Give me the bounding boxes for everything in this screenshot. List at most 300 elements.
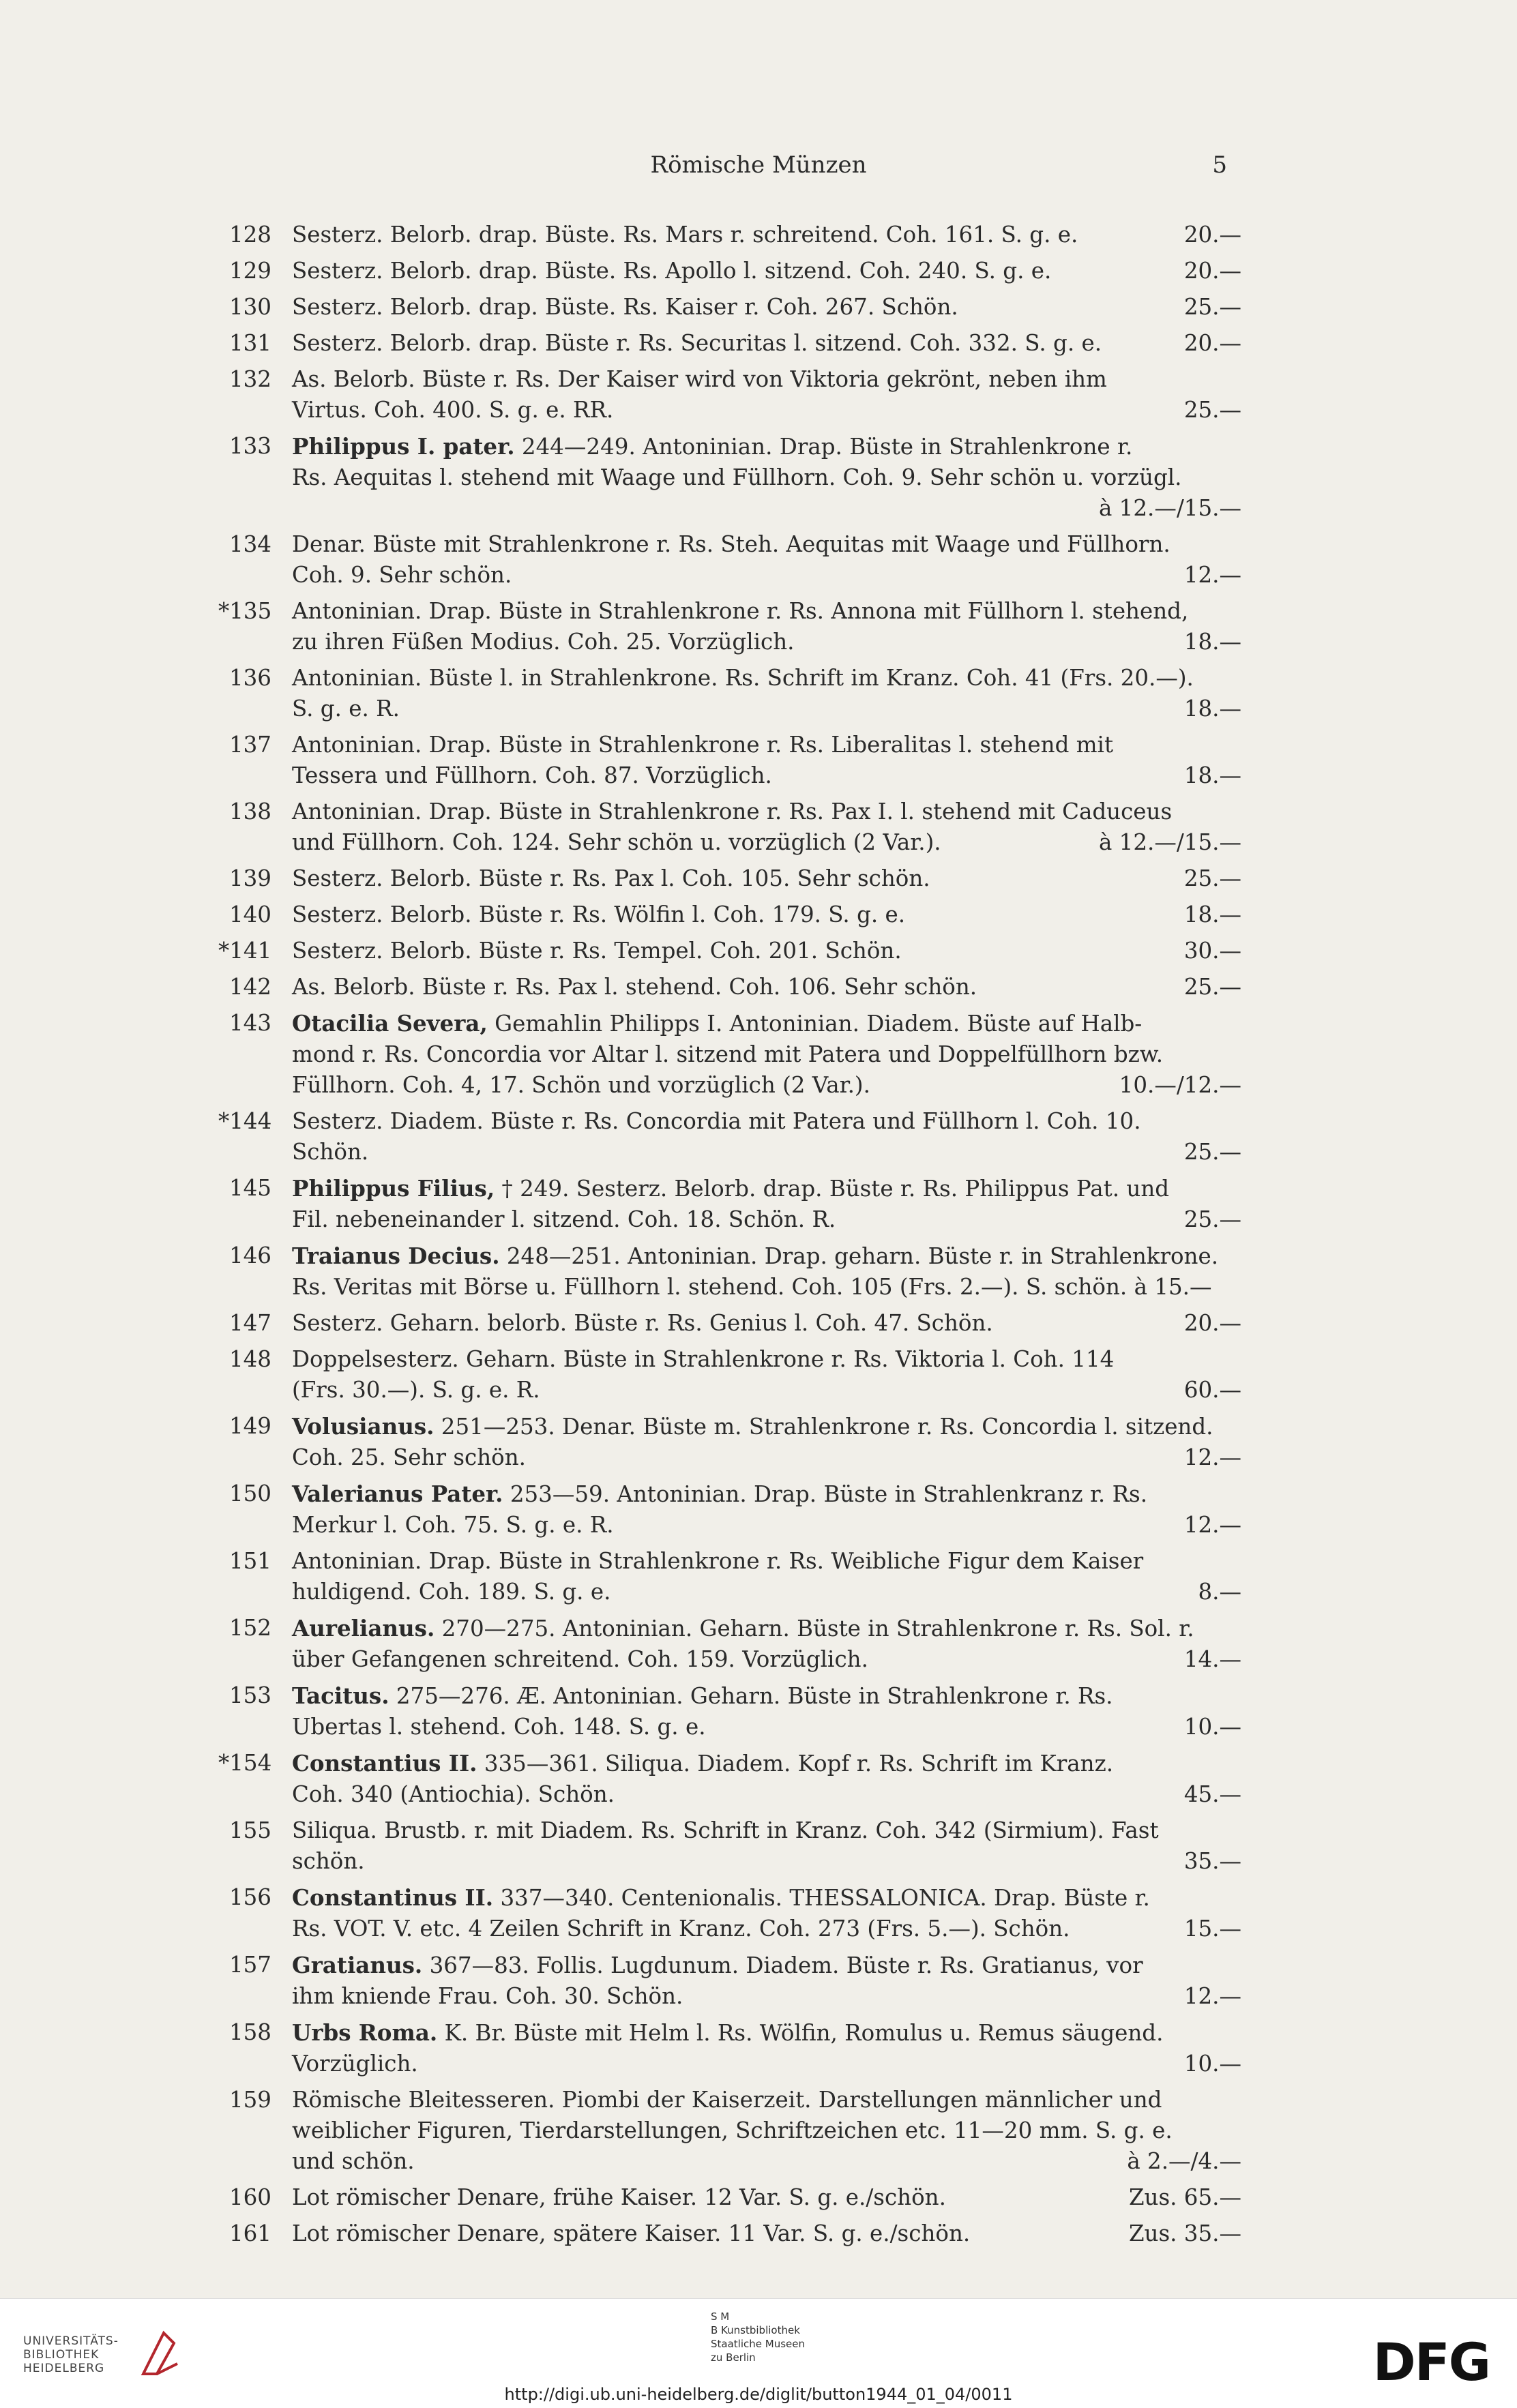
line-text xyxy=(292,1070,870,1101)
line-text xyxy=(292,1981,683,2012)
price xyxy=(1225,1411,1241,1442)
description-text: Sesterz. Belorb. drap. Büste. Rs. Kaiser r. Coh. 267. Schön. xyxy=(292,294,958,320)
ruler-name: Philippus Filius, xyxy=(292,1175,495,1202)
description-text: Coh. 340 (Antiochia). Schön. xyxy=(292,1781,615,1807)
price: 14.— xyxy=(1183,1646,1241,1672)
entry-line xyxy=(292,1272,1241,1303)
line-text xyxy=(292,1375,540,1406)
entry-line xyxy=(292,1510,1241,1541)
entry-description xyxy=(292,863,1241,894)
catalog-entry xyxy=(218,1748,1241,1810)
description-text: Doppelsesterz. Geharn. Büste in Strahlenkrone r. Rs. Viktoria l. Coh. 114 xyxy=(292,1346,1115,1372)
price xyxy=(1225,2017,1241,2049)
price: à 12.—/15.— xyxy=(1098,495,1241,521)
price xyxy=(1225,1240,1241,1272)
price xyxy=(1225,663,1241,694)
lot-number: *144 xyxy=(218,1108,272,1134)
description-text: Lot römischer Denare, frühe Kaiser. 12 Var. S. g. e./schön. xyxy=(292,2184,946,2210)
entry-line xyxy=(292,1039,1241,1070)
line-text xyxy=(292,1644,868,1675)
description-text: Antoninian. Büste l. in Strahlenkrone. Rs. Schrift im Kranz. Coh. 41 (Frs. 20.—). xyxy=(292,665,1194,691)
description-text: Füllhorn. Coh. 4, 17. Schön und vorzüglich (2 Var.). xyxy=(292,1072,870,1098)
entry-line xyxy=(292,560,1241,591)
price: 10.— xyxy=(1183,2051,1241,2077)
catalog-entry xyxy=(218,1950,1241,2012)
description-text: 337—340. Centenionalis. THESSALONICA. Drap. Büste r. xyxy=(493,1885,1150,1911)
entry-line xyxy=(292,1882,1241,1914)
description-text: über Gefangenen schreitend. Coh. 159. Vorzüglich. xyxy=(292,1646,868,1672)
line-text xyxy=(292,627,795,657)
entry-description xyxy=(292,529,1241,591)
description-text: Römische Bleitesseren. Piombi der Kaiserzeit. Darstellungen männlicher und xyxy=(292,2087,1162,2113)
lot-number: *135 xyxy=(218,598,272,624)
price xyxy=(1225,596,1241,627)
lot-number: 151 xyxy=(229,1548,271,1574)
entry-line xyxy=(292,1478,1241,1510)
entry-line xyxy=(292,493,1241,524)
description-text: Antoninian. Drap. Büste in Strahlenkrone r. Rs. Weibliche Figur dem Kaiser xyxy=(292,1548,1144,1574)
price xyxy=(1225,1106,1241,1137)
heidelberg-emblem-icon xyxy=(136,2326,184,2381)
line-text xyxy=(292,1106,1141,1137)
line-text xyxy=(292,730,1113,760)
entry-line xyxy=(292,2085,1241,2115)
description-text: schön. xyxy=(292,1848,365,1874)
page-header xyxy=(0,151,1517,185)
line-text xyxy=(292,797,1172,827)
line-text xyxy=(292,1173,1169,1204)
lot-number: 161 xyxy=(229,2220,271,2246)
entry-description xyxy=(292,1546,1241,1607)
price: 25.— xyxy=(1183,294,1241,320)
price xyxy=(1225,1613,1241,1644)
entry-line xyxy=(292,1680,1241,1712)
line-text xyxy=(292,1308,993,1339)
description-text: und Füllhorn. Coh. 124. Sehr schön u. vorzüglich (2 Var.). xyxy=(292,829,941,855)
line-text xyxy=(292,1748,1113,1779)
ruler-name: Gratianus. xyxy=(292,1952,423,1978)
description-text: Ubertas l. stehend. Coh. 148. S. g. e. xyxy=(292,1714,706,1740)
price: 35.— xyxy=(1183,1848,1241,1874)
entry-line xyxy=(292,1712,1241,1742)
description-text: Siliqua. Brustb. r. mit Diadem. Rs. Schrift in Kranz. Coh. 342 (Sirmium). Fast xyxy=(292,1817,1159,1843)
ruler-name: Valerianus Pater. xyxy=(292,1481,503,1507)
catalog-entry xyxy=(218,2017,1241,2079)
entry-description xyxy=(292,1308,1241,1339)
price xyxy=(1225,1344,1241,1375)
lot-number: 146 xyxy=(229,1243,271,1268)
line-text xyxy=(292,1240,1218,1272)
description-text: Merkur l. Coh. 75. S. g. e. R. xyxy=(292,1512,614,1538)
description-text: As. Belorb. Büste r. Rs. Der Kaiser wird von Viktoria gekrönt, neben ihm xyxy=(292,366,1107,392)
entry-line xyxy=(292,2049,1241,2079)
lot-number: 149 xyxy=(229,1413,271,1439)
price xyxy=(1225,1882,1241,1914)
catalog-entry xyxy=(218,1680,1241,1742)
lot-number: 147 xyxy=(229,1310,271,1336)
entry-description xyxy=(292,936,1241,966)
line-text xyxy=(292,256,1051,286)
catalog-entry xyxy=(218,292,1241,323)
description-text: Fil. nebeneinander l. sitzend. Coh. 18. Schön. R. xyxy=(292,1206,836,1232)
catalog-entry xyxy=(218,1008,1241,1101)
line-text xyxy=(292,364,1107,395)
price xyxy=(1225,1748,1241,1779)
entry-line xyxy=(292,395,1241,426)
catalog-entry xyxy=(218,1344,1241,1406)
entry-line xyxy=(292,730,1241,760)
dfg-logo[interactable]: DFG xyxy=(1372,2332,1490,2392)
entry-line xyxy=(292,1779,1241,1810)
line-text xyxy=(292,2049,418,2079)
entry-description xyxy=(292,328,1241,359)
lot-number: 160 xyxy=(229,2184,271,2210)
entry-description xyxy=(292,900,1241,930)
description-text: Sesterz. Diadem. Büste r. Rs. Concordia mit Patera und Füllhorn l. Coh. 10. xyxy=(292,1108,1141,1134)
entry-line xyxy=(292,364,1241,395)
entry-line xyxy=(292,1846,1241,1877)
catalog-entry xyxy=(218,1106,1241,1168)
entry-line xyxy=(292,1613,1241,1644)
description-text: 275—276. Æ. Antoninian. Geharn. Büste in Strahlenkrone r. Rs. xyxy=(389,1683,1113,1709)
entry-description xyxy=(292,1748,1241,1810)
lot-number: 128 xyxy=(229,222,271,248)
price: 18.— xyxy=(1183,902,1241,927)
line-text xyxy=(292,1882,1150,1914)
entry-line xyxy=(292,462,1241,493)
entry-line xyxy=(292,1577,1241,1607)
ruler-name: Constantius II. xyxy=(292,1750,477,1777)
catalog-entry xyxy=(218,529,1241,591)
catalog-entry xyxy=(218,797,1241,858)
description-text: mond r. Rs. Concordia vor Altar l. sitzend mit Patera und Doppelfüllhorn bzw. xyxy=(292,1041,1164,1067)
ruler-name: Constantinus II. xyxy=(292,1884,494,1911)
price xyxy=(1225,1039,1241,1070)
catalog-entry xyxy=(218,1240,1241,1303)
price: 15.— xyxy=(1183,1916,1241,1942)
line-text xyxy=(292,863,930,894)
description-text: Sesterz. Belorb. Büste r. Rs. Pax l. Coh. 105. Sehr schön. xyxy=(292,865,930,891)
lot-number: 157 xyxy=(229,1952,271,1978)
entry-description xyxy=(292,972,1241,1002)
entry-line xyxy=(292,1546,1241,1577)
description-text: Lot römischer Denare, spätere Kaiser. 11 Var. S. g. e./schön. xyxy=(292,2220,971,2246)
catalog-entry xyxy=(218,2085,1241,2177)
description-text: Sesterz. Belorb. drap. Büste r. Rs. Securitas l. sitzend. Coh. 332. S. g. e. xyxy=(292,330,1102,356)
line-text xyxy=(292,1478,1147,1510)
description-text: Denar. Büste mit Strahlenkrone r. Rs. Steh. Aequitas mit Waage und Füllhorn. xyxy=(292,531,1170,557)
entry-description xyxy=(292,1950,1241,2012)
line-text xyxy=(292,2146,415,2177)
entry-description xyxy=(292,596,1241,657)
price xyxy=(1225,529,1241,560)
price: 45.— xyxy=(1183,1781,1241,1807)
stamp-line: Staatliche Museen xyxy=(711,2338,805,2350)
price xyxy=(1225,730,1241,760)
ruler-name: Otacilia Severa, xyxy=(292,1010,488,1037)
description-text: 335—361. Siliqua. Diadem. Kopf r. Rs. Schrift im Kranz. xyxy=(477,1751,1114,1777)
description-text: S. g. e. R. xyxy=(292,696,400,722)
description-text: weiblicher Figuren, Tierdarstellungen, Schriftzeichen etc. 11—20 mm. S. g. e. xyxy=(292,2117,1173,2143)
line-text xyxy=(292,596,1188,627)
lot-number: 152 xyxy=(229,1615,271,1641)
stamp-line: B Kunstbibliothek xyxy=(711,2324,800,2336)
description-text: Sesterz. Geharn. belorb. Büste r. Rs. Genius l. Coh. 47. Schön. xyxy=(292,1310,993,1336)
entry-description xyxy=(292,1613,1241,1675)
line-text xyxy=(292,663,1194,694)
price: 12.— xyxy=(1183,1983,1241,2009)
entry-description xyxy=(292,1106,1241,1168)
price: 18.— xyxy=(1183,696,1241,722)
lot-number: 142 xyxy=(229,974,271,1000)
description-text: Coh. 9. Sehr schön. xyxy=(292,562,512,588)
entry-description xyxy=(292,663,1241,724)
description-text: Sesterz. Belorb. Büste r. Rs. Tempel. Coh. 201. Schön. xyxy=(292,938,902,964)
line-text xyxy=(292,1411,1213,1442)
price: 8.— xyxy=(1198,1579,1241,1605)
ruler-name: Traianus Decius. xyxy=(292,1243,500,1269)
price: 20.— xyxy=(1183,1310,1241,1336)
description-text: ihm kniende Frau. Coh. 30. Schön. xyxy=(292,1983,683,2009)
entry-line xyxy=(292,1106,1241,1137)
catalog-entry xyxy=(218,2182,1241,2213)
line-text xyxy=(292,1577,610,1607)
lot-number: 145 xyxy=(229,1175,271,1201)
entry-line xyxy=(292,827,1241,858)
catalog-entry xyxy=(218,663,1241,724)
price xyxy=(1225,364,1241,395)
entry-line xyxy=(292,431,1241,462)
entry-line xyxy=(292,1981,1241,2012)
lot-number: 134 xyxy=(229,531,271,557)
line-text xyxy=(292,462,1182,493)
catalog-entry xyxy=(218,1546,1241,1607)
entry-description xyxy=(292,1240,1241,1303)
entry-line xyxy=(292,2218,1241,2249)
entry-line xyxy=(292,863,1241,894)
entry-description xyxy=(292,431,1241,524)
price xyxy=(1225,431,1241,462)
stamp-line: S M xyxy=(711,2310,730,2323)
price: 20.— xyxy=(1183,258,1241,284)
description-text: und schön. xyxy=(292,2148,415,2174)
catalog-entry xyxy=(218,1411,1241,1473)
entry-line xyxy=(292,1204,1241,1235)
entry-description xyxy=(292,2017,1241,2079)
university-logo-line: HEIDELBERG xyxy=(23,2362,105,2375)
lot-number: 158 xyxy=(229,2019,271,2045)
ruler-name: Volusianus. xyxy=(292,1413,435,1440)
entry-description xyxy=(292,1882,1241,1944)
price: 10.—/12.— xyxy=(1119,1072,1241,1098)
line-text xyxy=(292,1613,1194,1644)
description-text: Virtus. Coh. 400. S. g. e. RR. xyxy=(292,397,614,423)
entry-description xyxy=(292,1344,1241,1406)
line-text xyxy=(292,1680,1113,1712)
price: 25.— xyxy=(1183,1206,1241,1232)
entry-line xyxy=(292,2115,1241,2146)
lot-number: 156 xyxy=(229,1884,271,1910)
price xyxy=(1225,1680,1241,1712)
description-text: Rs. Aequitas l. stehend mit Waage und Füllhorn. Coh. 9. Sehr schön u. vorzügl. xyxy=(292,464,1182,490)
description-text: (Frs. 30.—). S. g. e. R. xyxy=(292,1377,540,1403)
entry-line xyxy=(292,292,1241,323)
entry-line xyxy=(292,663,1241,694)
lot-number: 138 xyxy=(229,799,271,824)
catalog-entry xyxy=(218,1173,1241,1235)
entry-line xyxy=(292,529,1241,560)
line-text xyxy=(292,292,958,323)
entry-description xyxy=(292,2085,1241,2177)
entry-line xyxy=(292,256,1241,286)
line-text xyxy=(292,1039,1163,1070)
entry-description xyxy=(292,1478,1241,1541)
price: 25.— xyxy=(1183,397,1241,423)
lot-number: 130 xyxy=(229,294,271,320)
catalog-entry xyxy=(218,364,1241,426)
price: 25.— xyxy=(1183,865,1241,891)
description-text: Antoninian. Drap. Büste in Strahlenkrone r. Rs. Pax I. l. stehend mit Caduceus xyxy=(292,799,1173,824)
entry-line xyxy=(292,797,1241,827)
library-stamp xyxy=(711,2310,805,2364)
line-text xyxy=(292,1815,1159,1846)
description-text: zu ihren Füßen Modius. Coh. 25. Vorzüglich. xyxy=(292,629,795,655)
lot-number: *154 xyxy=(218,1750,272,1776)
line-text xyxy=(292,431,1132,462)
line-text xyxy=(292,1914,1070,1944)
description-text: Rs. Veritas mit Börse u. Füllhorn l. stehend. Coh. 105 (Frs. 2.—). S. schön. à 15.— xyxy=(292,1274,1212,1300)
lot-number: 140 xyxy=(229,902,271,927)
lot-number: 148 xyxy=(229,1346,271,1372)
line-text xyxy=(292,827,941,858)
price xyxy=(1225,1478,1241,1510)
line-text xyxy=(292,2085,1162,2115)
entry-description xyxy=(292,220,1241,250)
catalog-entry xyxy=(218,256,1241,286)
entry-description xyxy=(292,2182,1241,2213)
line-text xyxy=(292,2218,970,2249)
price xyxy=(1225,1272,1241,1303)
line-text xyxy=(292,1137,368,1168)
entry-description xyxy=(292,2218,1241,2249)
entry-line xyxy=(292,2146,1241,2177)
line-text xyxy=(292,1846,365,1877)
ruler-name: Aurelianus. xyxy=(292,1615,435,1641)
price xyxy=(1225,1950,1241,1981)
entry-description xyxy=(292,1411,1241,1473)
line-text xyxy=(292,900,905,930)
price: 20.— xyxy=(1183,330,1241,356)
entry-line xyxy=(292,1748,1241,1779)
price: 18.— xyxy=(1183,629,1241,655)
description-text: 244—249. Antoninian. Drap. Büste in Strahlenkrone r. xyxy=(514,434,1133,460)
lot-number: 150 xyxy=(229,1481,271,1506)
price: 10.— xyxy=(1183,1714,1241,1740)
line-text xyxy=(292,694,400,724)
catalog-entry xyxy=(218,220,1241,250)
line-text xyxy=(292,1344,1114,1375)
line-text xyxy=(292,395,613,426)
university-library-logo[interactable] xyxy=(23,2334,119,2375)
catalog-entry xyxy=(218,1882,1241,1944)
lot-number: 155 xyxy=(229,1817,271,1843)
catalog-entry xyxy=(218,1308,1241,1339)
university-logo-line: UNIVERSITÄTS- xyxy=(23,2334,119,2348)
entry-line xyxy=(292,1008,1241,1039)
price: 30.— xyxy=(1183,938,1241,964)
entry-line xyxy=(292,596,1241,627)
entry-line xyxy=(292,328,1241,359)
entry-line xyxy=(292,694,1241,724)
page-url[interactable]: http://digi.ub.uni-heidelberg.de/diglit/button1944_01_04/0011 xyxy=(504,2385,1013,2404)
ruler-name: Tacitus. xyxy=(292,1682,389,1709)
catalog-entry xyxy=(218,1613,1241,1675)
entry-line xyxy=(292,1344,1241,1375)
description-text: 251—253. Denar. Büste m. Strahlenkrone r. Rs. Concordia l. sitzend. xyxy=(434,1414,1213,1440)
catalog-entry xyxy=(218,1478,1241,1541)
catalog-entry xyxy=(218,328,1241,359)
description-text: Vorzüglich. xyxy=(292,2051,418,2077)
price: 25.— xyxy=(1183,974,1241,1000)
line-text xyxy=(292,1779,615,1810)
line-text xyxy=(292,972,977,1002)
line-text xyxy=(292,1008,1142,1039)
description-text: huldigend. Coh. 189. S. g. e. xyxy=(292,1579,611,1605)
description-text: Sesterz. Belorb. drap. Büste. Rs. Apollo l. sitzend. Coh. 240. S. g. e. xyxy=(292,258,1052,284)
entry-description xyxy=(292,1815,1241,1877)
price xyxy=(1225,2085,1241,2115)
description-text: Rs. VOT. V. etc. 4 Zeilen Schrift in Kranz. Coh. 273 (Frs. 5.—). Schön. xyxy=(292,1916,1070,1942)
description-text: Tessera und Füllhorn. Coh. 87. Vorzüglich. xyxy=(292,762,772,788)
description-text: Coh. 25. Sehr schön. xyxy=(292,1444,526,1470)
price: 20.— xyxy=(1183,222,1241,248)
entry-line xyxy=(292,1137,1241,1168)
line-text xyxy=(292,1204,836,1235)
entry-description xyxy=(292,364,1241,426)
price xyxy=(1225,462,1241,493)
price: Zus. 35.— xyxy=(1128,2220,1241,2246)
line-text xyxy=(292,220,1078,250)
price: 12.— xyxy=(1183,1512,1241,1538)
description-text: † 249. Sesterz. Belorb. drap. Büste r. Rs. Philippus Pat. und xyxy=(495,1176,1170,1202)
description-text: Sesterz. Belorb. Büste r. Rs. Wölfin l. Coh. 179. S. g. e. xyxy=(292,902,906,927)
lot-number: 159 xyxy=(229,2087,271,2113)
entry-line xyxy=(292,2182,1241,2213)
price: 60.— xyxy=(1183,1377,1241,1403)
line-text xyxy=(292,2017,1163,2049)
line-text xyxy=(292,2182,946,2213)
price: à 2.—/4.— xyxy=(1127,2148,1241,2174)
lot-number: 143 xyxy=(229,1010,271,1036)
entry-line xyxy=(292,972,1241,1002)
catalog-entry xyxy=(218,900,1241,930)
price xyxy=(1225,1008,1241,1039)
description-text: Sesterz. Belorb. drap. Büste. Rs. Mars r. schreitend. Coh. 161. S. g. e. xyxy=(292,222,1078,248)
lot-number: 132 xyxy=(229,366,271,392)
lot-number: 129 xyxy=(229,258,271,284)
description-text: 270—275. Antoninian. Geharn. Büste in Strahlenkrone r. Rs. Sol. r. xyxy=(435,1616,1194,1641)
price: Zus. 65.— xyxy=(1128,2184,1241,2210)
price: 12.— xyxy=(1183,562,1241,588)
entry-description xyxy=(292,730,1241,791)
entry-description xyxy=(292,1680,1241,1742)
entry-description xyxy=(292,1173,1241,1235)
description-text: Schön. xyxy=(292,1139,369,1165)
line-text xyxy=(292,760,772,791)
entry-line xyxy=(292,936,1241,966)
price xyxy=(1225,797,1241,827)
price: 18.— xyxy=(1183,762,1241,788)
